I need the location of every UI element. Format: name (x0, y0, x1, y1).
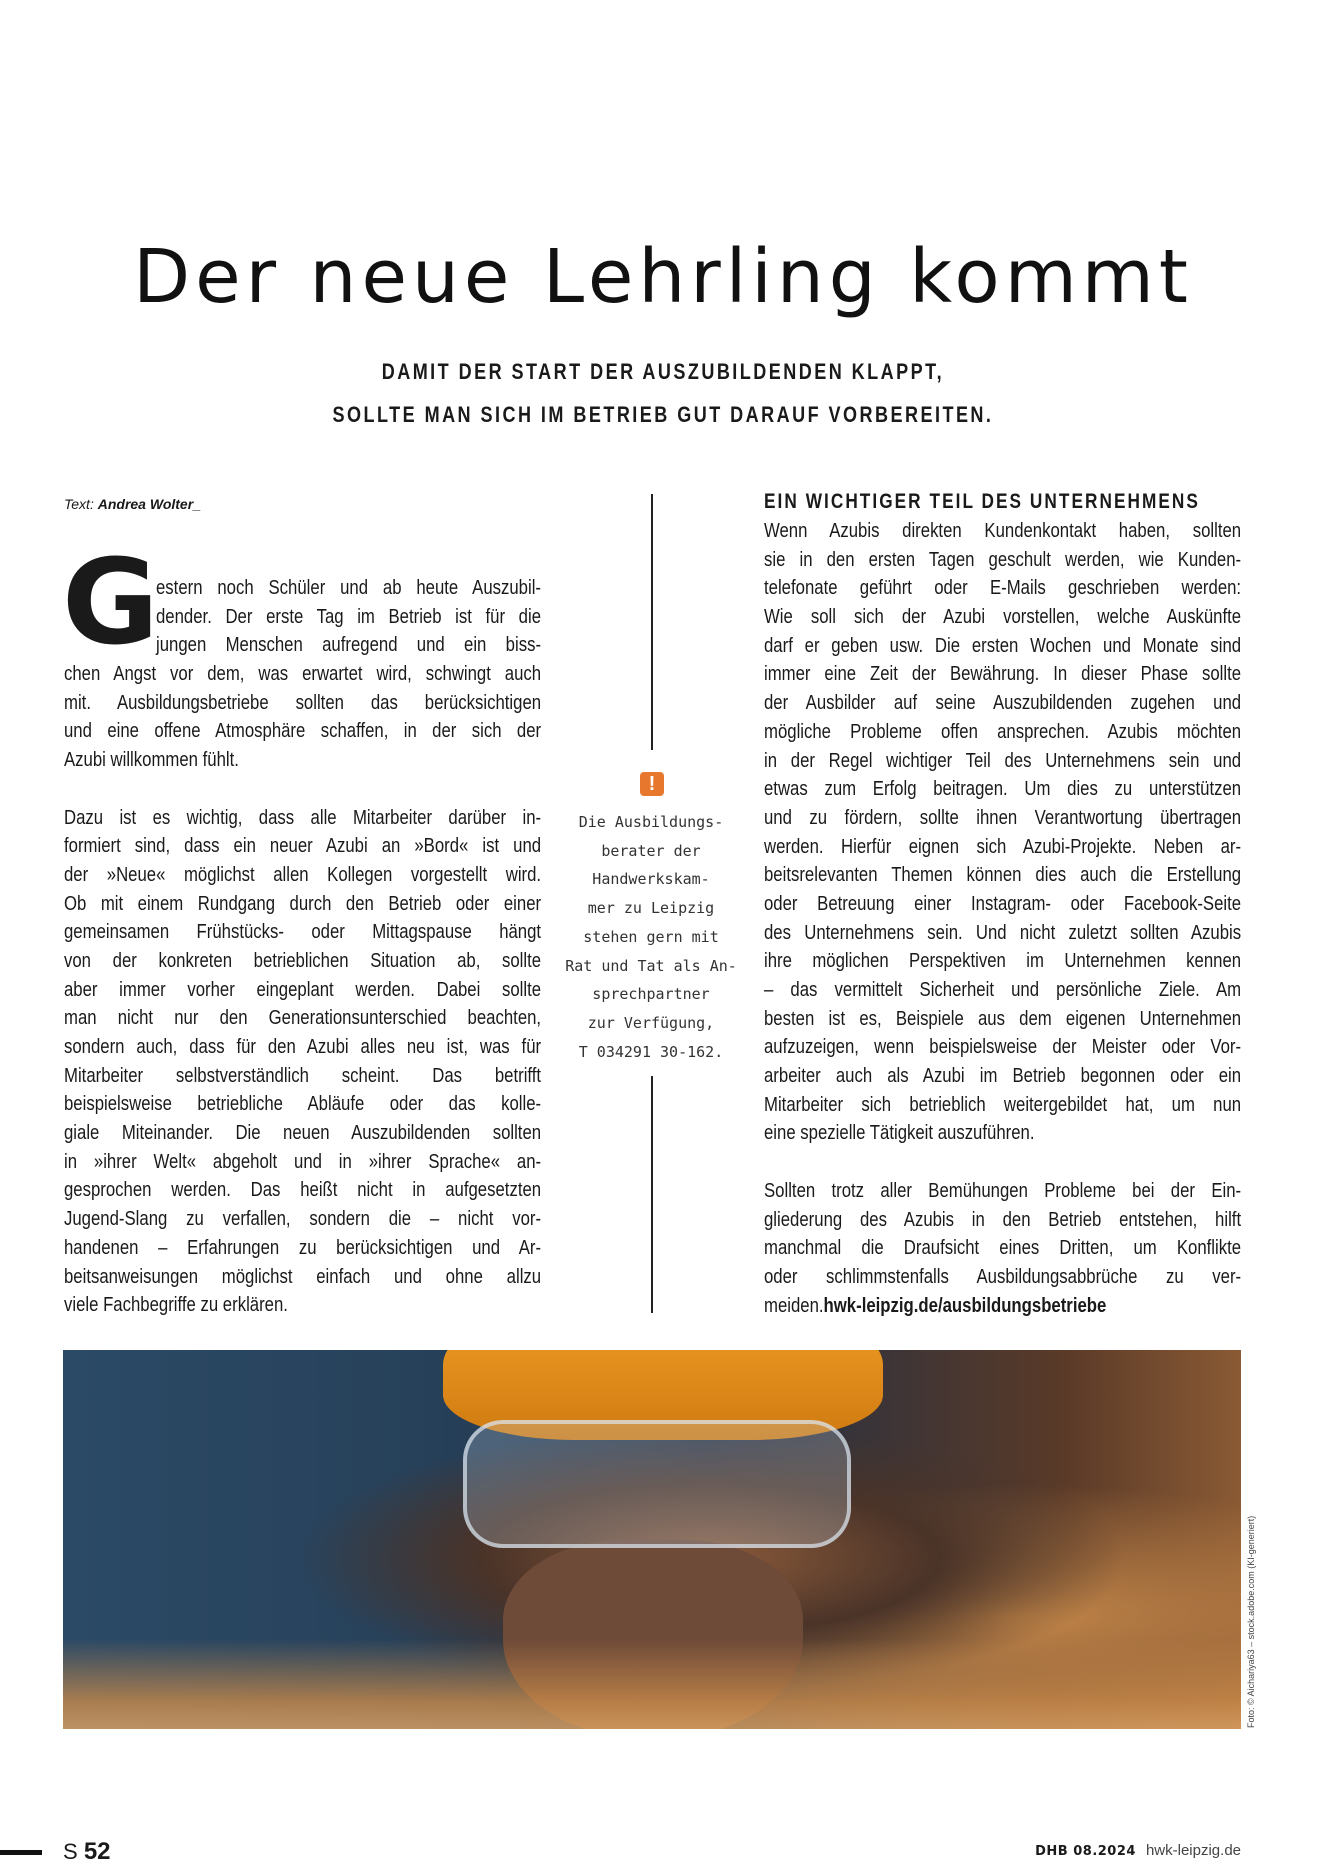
text-line: Jugend-Slang zu verfallen, sondern die – nicht vor- (64, 1208, 542, 1231)
text-line: Sollten trotz aller Bemühungen Probleme bei der Ein- (764, 1179, 1242, 1202)
text-fragment: meiden. (764, 1294, 824, 1317)
text-line: jungen Menschen aufregend und ein biss- (156, 634, 542, 657)
text-line: beitsrelevanten Themen können dies auch die Erstellung (764, 864, 1242, 887)
sidebar-line: zur Verfügung, (587, 1013, 715, 1032)
section-heading: EIN WICHTIGER TEIL DES UNTERNEHMENS (764, 490, 1200, 513)
sidebar-line: stehen gern mit (583, 927, 719, 946)
page-title: Der neue Lehrling kommt (133, 234, 1193, 320)
goggles-shape (463, 1420, 851, 1548)
text-line: etwas zum Erfolg beitragen. Um dies zu unterstützen (764, 778, 1242, 801)
issue-label: DHB 08.2024 (1035, 1844, 1136, 1859)
info-sidebar (560, 808, 742, 1066)
text-line: gesprochen werden. Das heißt nicht in aufgesetzten (64, 1179, 542, 1202)
text-line: Dazu ist es wichtig, dass alle Mitarbeiter darüber in- (64, 806, 542, 829)
drop-cap: G (62, 533, 159, 671)
byline-author: Andrea Wolter_ (97, 496, 201, 512)
text-line: Mitarbeiter selbstverständlich scheint. Das betrifft (64, 1064, 542, 1087)
text-line: oder schlimmstenfalls Ausbildungsabbrüche zu ver- (764, 1265, 1242, 1288)
text-line: Ob mit einem Rundgang durch den Betrieb oder einer (64, 892, 542, 915)
text-line: aufzuzeigen, wenn beispielsweise der Meister oder Vor- (764, 1036, 1242, 1059)
sidebar-line: Handwerkskam- (592, 870, 710, 889)
text-line: arbeiter auch als Azubi im Betrieb begonnen oder ein (764, 1065, 1242, 1088)
sidebar-line: T 034291 30-162. (578, 1042, 724, 1061)
byline (64, 496, 201, 512)
text-line: werden. Hierfür eignen sich Azubi-Projekte. Neben ar- (764, 835, 1242, 858)
text-line: mit. Ausbildungsbetriebe sollten das berücksichtigen (64, 691, 542, 714)
text-line: manchmal die Draufsicht eines Dritten, um Konflikte (764, 1237, 1242, 1260)
text-line: formiert sind, dass ein neuer Azubi an »Bord« ist und (64, 835, 542, 858)
text-line: ihre möglichen Perspektiven im Unternehmen kennen (764, 950, 1242, 973)
text-line: des Unternehmens sein. Und nicht zuletzt sollten Azubis (764, 921, 1242, 944)
paragraph-gap (64, 775, 541, 804)
page-prefix: S (63, 1839, 78, 1864)
footer-url[interactable]: hwk-leipzig.de (1145, 1842, 1241, 1859)
paragraph-gap (764, 1148, 1241, 1177)
text-line: sie in den ersten Tagen geschult werden, wie Kunden- (764, 548, 1242, 571)
right-column (764, 517, 1241, 1320)
text-line: der »Neue« möglichst allen Kollegen vorgestellt wird. (64, 863, 542, 886)
exclamation-icon: ! (640, 772, 664, 796)
footer-bar (0, 1850, 42, 1855)
text-line: man nicht nur den Generationsunterschied beachten, (64, 1007, 542, 1030)
text-line: handenen – Erfahrungen zu berücksichtigen und Ar- (64, 1236, 542, 1259)
text-line: in »ihrer Welt« abgeholt und in »ihrer Sprache« an- (64, 1150, 542, 1173)
text-line: estern noch Schüler und ab heute Auszubil- (156, 577, 542, 599)
footer-right (1035, 1842, 1241, 1859)
column-divider (651, 1076, 653, 1313)
sidebar-line: sprechpartner (592, 985, 710, 1004)
column-divider (651, 494, 653, 750)
subtitle-line-1 (0, 357, 1326, 387)
website-link[interactable]: hwk-leipzig.de/ausbildungsbetriebe (823, 1294, 1107, 1317)
text-line: der Ausbilder auf seine Auszubildenden zugehen und (764, 692, 1242, 715)
text-line: mögliche Probleme offen ansprechen. Azubis möchten (764, 720, 1242, 743)
page-number (63, 1838, 111, 1866)
subtitle-line-2 (0, 400, 1326, 430)
subtitle-text: SOLLTE MAN SICH IM BETRIEB GUT DARAUF VORBEREITEN. (332, 402, 994, 427)
text-line: chen Angst vor dem, was erwartet wird, schwingt auch (64, 663, 542, 686)
text-line: dender. Der erste Tag im Betrieb ist für die (156, 605, 542, 628)
photo-credit: Foto: © Aichariya63 – stock.adobe.com (KI-generiert) (1246, 1515, 1256, 1728)
left-column (64, 574, 541, 1320)
text-line: eine spezielle Tätigkeit auszuführen. (764, 1122, 1035, 1145)
text-line: beispielsweise betriebliche Abläufe oder das kolle- (64, 1093, 542, 1116)
apprentice-photo (63, 1350, 1241, 1729)
text-line: und zu fördern, sollte ihnen Verantwortung übertragen (764, 806, 1242, 829)
sidebar-line: Die Ausbildungs- (578, 813, 724, 831)
text-line: besten ist es, Beispiele aus dem eigenen Unternehmen (764, 1007, 1242, 1030)
byline-label: Text: (64, 496, 94, 512)
text-line: Wenn Azubis direkten Kundenkontakt haben, sollten (764, 520, 1242, 542)
sidebar-line: berater der (601, 841, 701, 860)
text-line: – das vermittelt Sicherheit und persönliche Ziele. Am (764, 979, 1242, 1001)
text-line: Azubi willkommen fühlt. (64, 749, 239, 772)
text-line: gliederung des Azubis in den Betrieb entstehen, hilft (764, 1208, 1242, 1231)
text-line: gemeinsamen Frühstücks- oder Mittagspause hängt (64, 921, 542, 944)
text-line: und eine offene Atmosphäre schaffen, in der sich der (64, 720, 542, 743)
text-line: beitsanweisungen möglichst einfach und ohne allzu (64, 1265, 542, 1288)
text-line: von der konkreten betrieblichen Situation ab, sollte (64, 949, 542, 972)
text-line: immer eine Zeit der Bewährung. In dieser Phase sollte (764, 663, 1242, 686)
text-line: oder Betreuung einer Instagram- oder Facebook-Seite (764, 892, 1242, 915)
text-line: aber immer vorher eingeplant werden. Dabei sollte (64, 978, 542, 1001)
sidebar-line: mer zu Leipzig (587, 899, 715, 918)
text-line: sondern auch, dass für den Azubi alles neu ist, was für (64, 1036, 542, 1058)
subtitle-text: DAMIT DER START DER AUSZUBILDENDEN KLAPPT, (381, 359, 945, 384)
text-line: Mitarbeiter sich betrieblich weitergebildet hat, um nun (764, 1093, 1242, 1116)
wood-shavings (63, 1639, 1241, 1729)
text-line: viele Fachbegriffe zu erklären. (64, 1294, 288, 1317)
text-line: in der Regel wichtiger Teil des Unternehmens sein und (764, 749, 1242, 772)
sidebar-line: Rat und Tat als An- (565, 956, 737, 975)
text-line: giale Miteinander. Die neuen Auszubildenden sollten (64, 1122, 542, 1145)
text-line (764, 1292, 1241, 1321)
text-line: darf er geben usw. Die ersten Wochen und Monate sind (764, 634, 1242, 657)
page-number-value: 52 (83, 1838, 111, 1865)
text-line: telefonate geführt oder E-Mails geschrieben werden: (764, 577, 1242, 600)
text-line: Wie soll sich der Azubi vorstellen, welche Auskünfte (764, 606, 1242, 629)
